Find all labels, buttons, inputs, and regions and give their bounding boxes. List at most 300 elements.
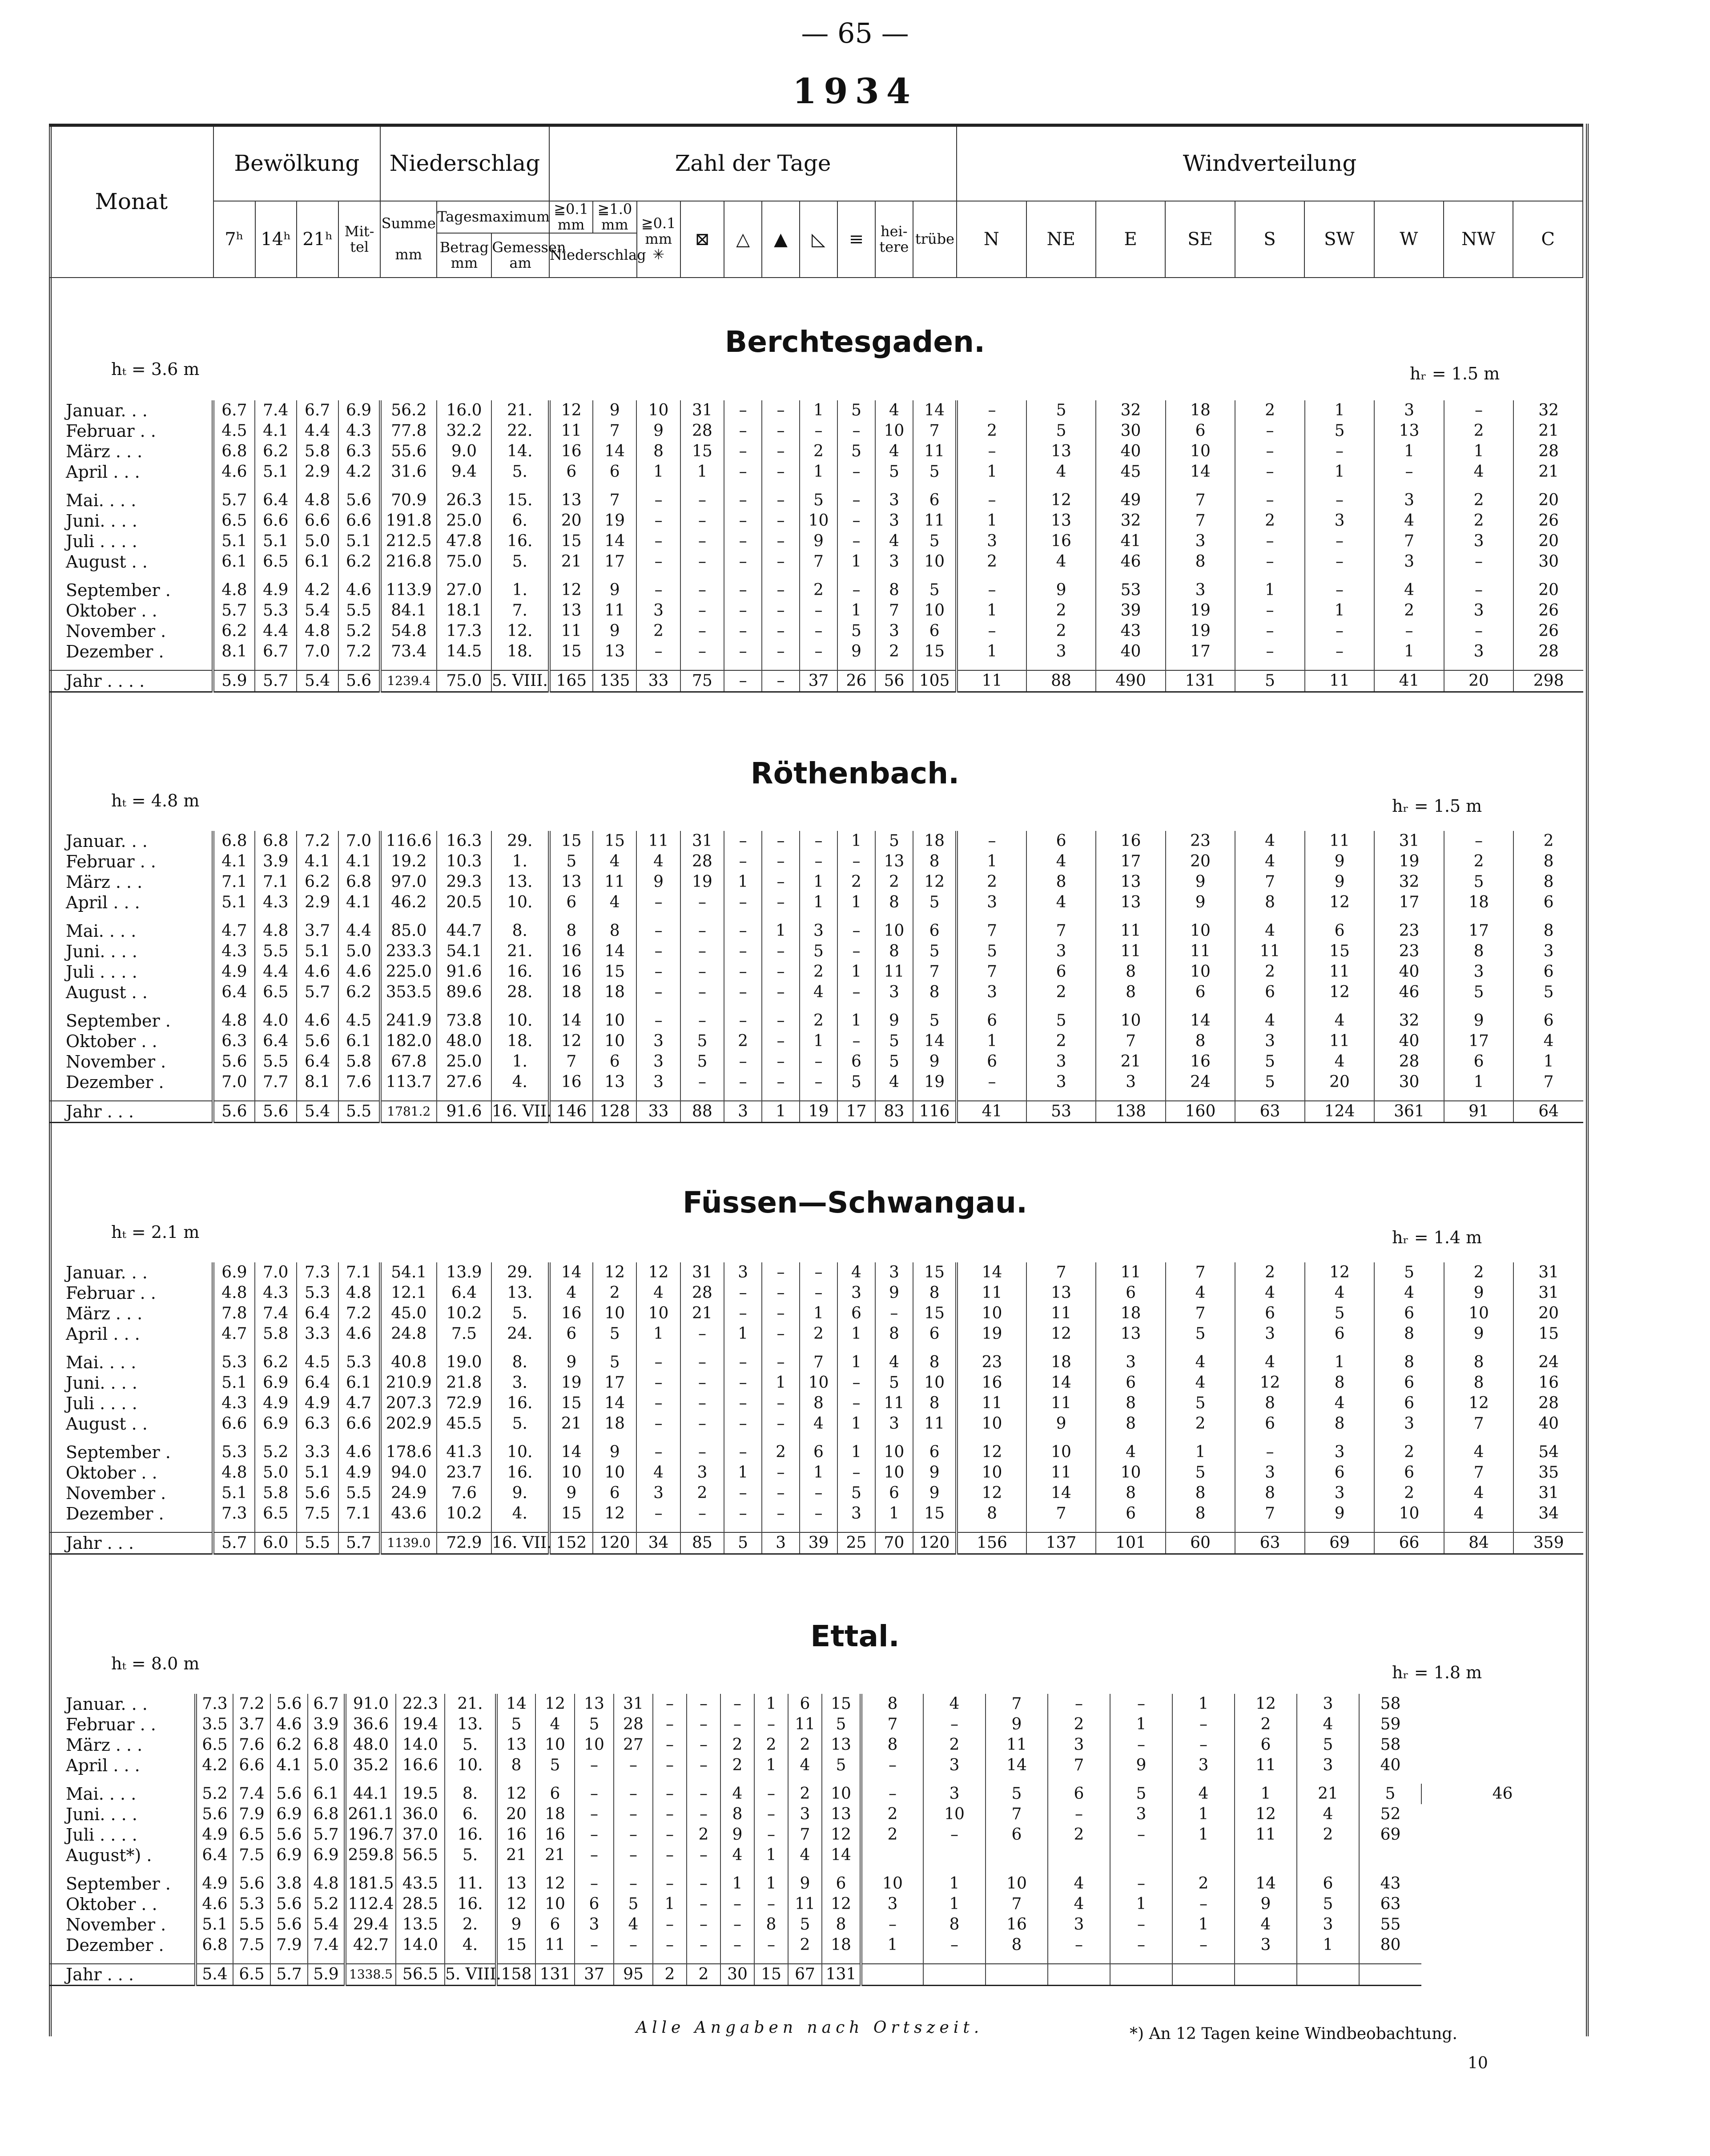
- table-cell: 5.8: [255, 1324, 297, 1344]
- table-cell: 18: [593, 982, 636, 1003]
- table-cell: 14: [986, 1755, 1048, 1776]
- table-cell: 124: [1305, 1101, 1375, 1123]
- table-cell: 5: [1444, 872, 1514, 892]
- table-cell: 1: [837, 962, 875, 982]
- table-cell: 8: [1026, 872, 1096, 892]
- table-cell: 14: [549, 1011, 593, 1031]
- table-cell: 28: [680, 421, 724, 441]
- table-cell: 63: [1359, 1894, 1421, 1914]
- table-cell: [1110, 1845, 1172, 1866]
- table-cell: 6: [913, 921, 957, 941]
- table-cell: 10: [535, 1735, 575, 1755]
- table-cell: –: [837, 921, 875, 941]
- table-cell: 7: [913, 421, 957, 441]
- table-cell: 9: [1305, 1503, 1375, 1524]
- table-cell: 4.7: [213, 1324, 255, 1344]
- table-cell: 26: [1513, 511, 1583, 531]
- table-cell: 30: [1096, 421, 1166, 441]
- header-wind-s: S: [1235, 201, 1304, 278]
- table-cell: 3: [1110, 1804, 1172, 1825]
- table-cell: 359: [1513, 1532, 1583, 1554]
- table-cell: 6.3: [338, 441, 380, 462]
- table-cell: 6.9: [255, 1373, 297, 1393]
- table-cell: –: [762, 670, 800, 692]
- table-cell: [1359, 1964, 1421, 1986]
- table-cell: 6: [913, 1324, 957, 1344]
- table-cell: –: [636, 511, 680, 531]
- table-cell: 5.1: [297, 941, 338, 962]
- table-cell: 9.0: [437, 441, 491, 462]
- table-cell: 4: [800, 982, 837, 1003]
- table-cell: 1: [800, 872, 837, 892]
- table-cell: –: [724, 641, 762, 662]
- table-cell: 2: [861, 1825, 923, 1845]
- table-cell: 13: [822, 1804, 861, 1825]
- table-cell: 5: [875, 462, 913, 482]
- table-cell: 4.8: [213, 580, 255, 600]
- table-cell: –: [724, 621, 762, 641]
- table-cell: 8: [861, 1694, 923, 1714]
- table-cell: 6.8: [255, 831, 297, 851]
- table-cell: 12: [496, 1894, 535, 1914]
- table-cell: –: [762, 1463, 800, 1483]
- table-cell: 7.9: [270, 1935, 308, 1955]
- table-cell: 19: [800, 1101, 837, 1123]
- table-cell: 5.: [491, 1303, 549, 1324]
- table-cell: 11: [1235, 1755, 1297, 1776]
- table-cell: 4: [1048, 1874, 1110, 1894]
- table-cell: 8: [1513, 872, 1583, 892]
- table-cell: 7: [1513, 1072, 1583, 1092]
- table-cell: 4.: [491, 1503, 549, 1524]
- table-cell: 10: [875, 1442, 913, 1463]
- table-cell: 5: [1110, 1784, 1172, 1804]
- table-cell: 5: [1166, 1324, 1235, 1344]
- table-cell: 1781.2: [380, 1101, 437, 1123]
- table-cell: 5: [535, 1755, 575, 1776]
- table-cell: 12: [957, 1483, 1026, 1503]
- month-label: Oktober . .: [66, 1894, 157, 1914]
- table-cell: 156: [957, 1532, 1026, 1554]
- table-cell: 5.6: [233, 1874, 270, 1894]
- table-cell: 11: [636, 831, 680, 851]
- table-cell: 8: [875, 580, 913, 600]
- table-cell: –: [1048, 1935, 1110, 1955]
- table-cell: 181.5: [345, 1874, 396, 1894]
- table-cell: 3: [875, 552, 913, 572]
- table-cell: 2: [800, 580, 837, 600]
- table-cell: 10: [1026, 1442, 1096, 1463]
- table-cell: 6.8: [338, 872, 380, 892]
- table-cell: –: [1235, 531, 1305, 552]
- table-cell: 12: [822, 1894, 861, 1914]
- table-row: [49, 1935, 1583, 1955]
- table-cell: 6.: [491, 511, 549, 531]
- table-cell: 4.9: [338, 1463, 380, 1483]
- gemessen-unit: am: [509, 254, 531, 271]
- table-cell: 31: [1513, 1283, 1583, 1303]
- table-cell: 4.8: [297, 621, 338, 641]
- row-gap: [49, 1434, 1583, 1442]
- table-row: [49, 1011, 1583, 1031]
- row-gap: [49, 1344, 1583, 1352]
- table-cell: 112.4: [345, 1894, 396, 1914]
- table-cell: 6: [593, 1483, 636, 1503]
- table-cell: 11: [593, 600, 636, 621]
- table-cell: 2: [788, 1784, 822, 1804]
- table-cell: 4.5: [338, 1011, 380, 1031]
- table-cell: 4.6: [297, 962, 338, 982]
- table-cell: 19: [1166, 600, 1235, 621]
- table-cell: 5: [837, 1072, 875, 1092]
- table-cell: 4: [800, 1414, 837, 1434]
- table-cell: 8: [1166, 1503, 1235, 1524]
- table-cell: 4.8: [338, 1283, 380, 1303]
- table-cell: –: [636, 531, 680, 552]
- month-label: Jahr . . .: [49, 1101, 213, 1123]
- table-cell: 7: [549, 1052, 593, 1072]
- table-cell: –: [762, 511, 800, 531]
- table-cell: 3: [1026, 941, 1096, 962]
- table-cell: –: [680, 1324, 724, 1344]
- table-cell: 8: [1166, 1031, 1235, 1052]
- table-cell: 46: [1374, 982, 1444, 1003]
- table-cell: 6.2: [270, 1735, 308, 1755]
- table-cell: 12: [913, 872, 957, 892]
- table-cell: 4: [1305, 1052, 1375, 1072]
- table-cell: 4.1: [338, 851, 380, 872]
- table-cell: –: [575, 1784, 614, 1804]
- snow-icon: ✳: [652, 246, 665, 263]
- table-cell: 6.5: [233, 1825, 270, 1845]
- row-gap: [49, 913, 1583, 921]
- table-cell: 146: [549, 1101, 593, 1123]
- table-cell: 12: [1235, 1694, 1297, 1714]
- table-cell: 4: [1235, 1011, 1305, 1031]
- table-cell: –: [724, 511, 762, 531]
- table-cell: 28: [680, 851, 724, 872]
- table-cell: 16.: [491, 531, 549, 552]
- table-cell: 20: [496, 1804, 535, 1825]
- table-cell: 7: [1374, 531, 1444, 552]
- table-cell: –: [1235, 462, 1305, 482]
- table-cell: 24.: [491, 1324, 549, 1344]
- table-cell: 23: [1374, 941, 1444, 962]
- row-gap: [49, 1776, 1583, 1784]
- table-cell: 11: [875, 962, 913, 982]
- table-cell: –: [724, 892, 762, 913]
- month-label: August . .: [66, 983, 148, 1002]
- table-cell: 16.3: [437, 831, 491, 851]
- table-cell: 11.: [445, 1874, 496, 1894]
- table-cell: 8: [913, 1283, 957, 1303]
- table-cell: 16.6: [396, 1755, 445, 1776]
- table-cell: 1: [861, 1935, 923, 1955]
- table-cell: 7: [1166, 1303, 1235, 1324]
- table-cell: –: [724, 1303, 762, 1324]
- table-row: [49, 1735, 1583, 1755]
- table-cell: 4: [1235, 1914, 1297, 1935]
- table-cell: 4: [1235, 1352, 1305, 1373]
- table-cell: 2: [1026, 621, 1096, 641]
- table-cell: 3: [957, 892, 1026, 913]
- table-row: [49, 511, 1583, 531]
- month-label: Dezember .: [66, 1504, 164, 1523]
- table-cell: 5.5: [255, 941, 297, 962]
- table-cell: 7: [875, 600, 913, 621]
- table-cell: 3: [1374, 400, 1444, 421]
- table-cell: 7: [788, 1825, 822, 1845]
- table-cell: 12: [1235, 1804, 1297, 1825]
- table-cell: 3: [1297, 1914, 1359, 1935]
- table-cell: 17: [837, 1101, 875, 1123]
- table-cell: 6.4: [255, 1031, 297, 1052]
- table-cell: –: [1305, 580, 1375, 600]
- table-cell: 22.: [491, 421, 549, 441]
- table-cell: 84: [1444, 1532, 1514, 1554]
- table-cell: –: [1172, 1935, 1235, 1955]
- table-cell: –: [724, 580, 762, 600]
- table-cell: 43: [1096, 621, 1166, 641]
- table-cell: 13.: [491, 872, 549, 892]
- table-cell: 11: [1305, 962, 1375, 982]
- table-cell: 14: [593, 941, 636, 962]
- table-cell: 10: [923, 1804, 986, 1825]
- table-row: [49, 490, 1583, 511]
- table-cell: –: [575, 1874, 614, 1894]
- table-cell: 6.3: [213, 1031, 255, 1052]
- month-label: April . . .: [66, 1324, 140, 1344]
- table-cell: –: [636, 1503, 680, 1524]
- table-cell: 1: [720, 1874, 754, 1894]
- table-cell: 3: [1374, 490, 1444, 511]
- table-cell: 1: [762, 1373, 800, 1393]
- table-cell: 9: [913, 1052, 957, 1072]
- header-tagesmaximum: Tagesmaximum: [437, 201, 549, 233]
- table-cell: 3: [680, 1463, 724, 1483]
- table-cell: 11: [549, 421, 593, 441]
- table-cell: –: [762, 552, 800, 572]
- month-label: September .: [66, 1443, 171, 1462]
- table-cell: 12: [822, 1825, 861, 1845]
- table-cell: 5.5: [338, 600, 380, 621]
- table-cell: –: [680, 892, 724, 913]
- table-cell: 2: [800, 962, 837, 982]
- table-cell: 11: [1096, 941, 1166, 962]
- table-cell: 10: [1374, 1503, 1444, 1524]
- table-cell: 6: [1305, 1324, 1375, 1344]
- table-cell: 2: [875, 872, 913, 892]
- table-cell: 9: [1444, 1011, 1514, 1031]
- header-summe: [380, 201, 437, 278]
- table-cell: 5.6: [213, 1052, 255, 1072]
- table-cell: 18: [535, 1804, 575, 1825]
- table-cell: 11: [1235, 1825, 1297, 1845]
- table-cell: –: [687, 1735, 720, 1755]
- table-cell: 6.2: [338, 552, 380, 572]
- table-cell: [861, 1964, 923, 1986]
- table-cell: 9: [986, 1714, 1048, 1735]
- table-cell: –: [1235, 421, 1305, 441]
- table-cell: 13: [549, 490, 593, 511]
- table-cell: 7.6: [437, 1483, 491, 1503]
- table-cell: 21.: [491, 400, 549, 421]
- table-cell: 1: [1235, 1784, 1297, 1804]
- table-cell: 1: [1297, 1935, 1359, 1955]
- betrag-unit: mm: [451, 254, 478, 271]
- ge01s-unit: mm: [645, 230, 672, 248]
- table-cell: 4: [614, 1914, 653, 1935]
- thunderstorm-icon: ◺: [800, 201, 837, 278]
- table-cell: 6.6: [338, 511, 380, 531]
- table-cell: 48.0: [437, 1031, 491, 1052]
- table-cell: 5.7: [213, 490, 255, 511]
- table-cell: 1239.4: [380, 670, 437, 692]
- table-cell: 2: [1235, 511, 1305, 531]
- row-gap: [49, 1092, 1583, 1101]
- table-cell: 19.2: [380, 851, 437, 872]
- table-cell: 152: [549, 1532, 593, 1554]
- month-label: Mai. . . .: [66, 1353, 137, 1372]
- table-cell: –: [636, 552, 680, 572]
- table-row: [49, 421, 1583, 441]
- table-cell: 1: [724, 1324, 762, 1344]
- ge10-label: ≧1.0: [597, 200, 632, 218]
- table-cell: 6: [1026, 962, 1096, 982]
- table-cell: 3: [1235, 1935, 1297, 1955]
- table-cell: 8: [875, 941, 913, 962]
- table-cell: 3: [636, 1072, 680, 1092]
- table-row: [49, 1825, 1583, 1845]
- table-cell: 26: [1513, 600, 1583, 621]
- header-wind-c: C: [1513, 201, 1583, 278]
- table-cell: 6: [549, 892, 593, 913]
- table-cell: 116.6: [380, 831, 437, 851]
- table-cell: –: [653, 1874, 687, 1894]
- header-wind-se: SE: [1165, 201, 1235, 278]
- table-cell: 8: [1235, 1393, 1305, 1414]
- table-cell: 5: [875, 831, 913, 851]
- table-cell: 5: [1305, 1303, 1375, 1324]
- table-cell: 6: [957, 1052, 1026, 1072]
- table-cell: 10.: [445, 1755, 496, 1776]
- table-cell: 11: [986, 1735, 1048, 1755]
- table-cell: 5.: [445, 1735, 496, 1755]
- table-cell: 158: [496, 1964, 535, 1986]
- year-total-row: [49, 1101, 1583, 1123]
- header-niederschlag-small: Niederschlag: [549, 233, 637, 278]
- table-cell: 1: [636, 462, 680, 482]
- table-cell: 6.4: [297, 1373, 338, 1393]
- table-cell: 7: [1026, 1262, 1096, 1283]
- table-cell: 8: [1374, 1324, 1444, 1344]
- table-row: [49, 1352, 1583, 1373]
- table-row: [49, 1463, 1583, 1483]
- table-cell: 14: [1026, 1483, 1096, 1503]
- table-cell: 34: [636, 1532, 680, 1554]
- table-cell: 15: [913, 1262, 957, 1283]
- table-cell: 1: [957, 462, 1026, 482]
- table-cell: 10: [822, 1784, 861, 1804]
- table-cell: –: [724, 1352, 762, 1373]
- table-cell: 5: [800, 490, 837, 511]
- table-cell: 2: [957, 552, 1026, 572]
- table-cell: [1172, 1845, 1235, 1866]
- table-cell: –: [724, 441, 762, 462]
- table-cell: 1: [754, 1874, 788, 1894]
- table-cell: 19: [1374, 851, 1444, 872]
- table-cell: 131: [535, 1964, 575, 1986]
- table-cell: 28: [1513, 1393, 1583, 1414]
- month-label: Mai. . . .: [66, 921, 137, 941]
- table-cell: 13: [496, 1874, 535, 1894]
- table-cell: –: [724, 1503, 762, 1524]
- table-cell: 95: [614, 1964, 653, 1986]
- table-cell: 67: [788, 1964, 822, 1986]
- table-cell: 6: [535, 1784, 575, 1804]
- table-cell: [1110, 1964, 1172, 1986]
- table-cell: –: [1235, 641, 1305, 662]
- table-cell: 5.7: [213, 1532, 255, 1554]
- table-cell: 91: [1444, 1101, 1514, 1123]
- table-cell: 4.8: [255, 921, 297, 941]
- table-cell: 21.: [445, 1694, 496, 1714]
- table-cell: 18: [1026, 1352, 1096, 1373]
- table-cell: 7: [1166, 511, 1235, 531]
- table-cell: 210.9: [380, 1373, 437, 1393]
- table-cell: 4.2: [297, 580, 338, 600]
- table-cell: 28: [1374, 1052, 1444, 1072]
- table-cell: 1: [1305, 462, 1375, 482]
- table-cell: 4: [875, 441, 913, 462]
- table-cell: 6.8: [196, 1935, 233, 1955]
- table-cell: –: [636, 1393, 680, 1414]
- table-cell: 2.: [445, 1914, 496, 1935]
- row-gap: [49, 1524, 1583, 1532]
- table-cell: 10.: [491, 892, 549, 913]
- table-cell: 18: [1444, 892, 1514, 913]
- table-cell: 8: [1305, 1414, 1375, 1434]
- table-cell: 15: [754, 1964, 788, 1986]
- table-cell: 6.9: [308, 1845, 345, 1866]
- table-cell: 53: [1026, 1101, 1096, 1123]
- table-cell: 25.0: [437, 511, 491, 531]
- table-cell: 5.8: [338, 1052, 380, 1072]
- table-cell: –: [762, 1283, 800, 1303]
- table-cell: 27.0: [437, 580, 491, 600]
- table-row: [49, 1845, 1583, 1866]
- table-cell: 3: [636, 1052, 680, 1072]
- table-cell: 3.5: [196, 1714, 233, 1735]
- table-cell: 3: [636, 600, 680, 621]
- header-monat: Monat: [49, 125, 213, 278]
- table-cell: 12: [549, 400, 593, 421]
- table-cell: 6: [549, 462, 593, 482]
- table-cell: 15: [593, 831, 636, 851]
- table-cell: –: [653, 1784, 687, 1804]
- table-cell: 5.6: [297, 1483, 338, 1503]
- header-wind-ne: NE: [1026, 201, 1096, 278]
- table-cell: 13.5: [396, 1914, 445, 1935]
- table-cell: –: [1305, 621, 1375, 641]
- table-cell: 1: [1374, 641, 1444, 662]
- table-cell: 4: [788, 1845, 822, 1866]
- month-label: April . . .: [66, 893, 140, 912]
- table-cell: 5.: [491, 552, 549, 572]
- table-cell: 44.1: [345, 1784, 396, 1804]
- station-title: Röthenbach.: [750, 756, 960, 790]
- table-cell: 6.2: [297, 872, 338, 892]
